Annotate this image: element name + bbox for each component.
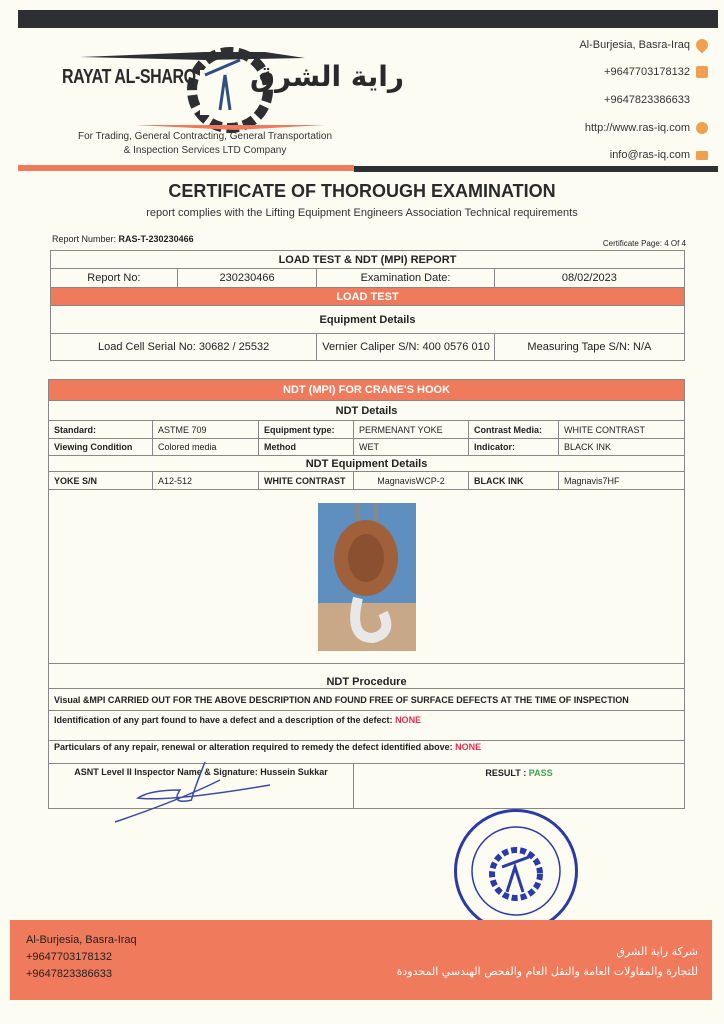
report-number-label: Report Number: — [52, 234, 117, 244]
cell-value: MagnavisWCP-2 — [354, 472, 469, 490]
cell-value: Magnavis7HF — [559, 472, 685, 490]
contact-address — [579, 39, 708, 51]
footer-address: Al-Burjesia, Basra-Iraq — [26, 934, 137, 946]
contact-text: Al-Burjesia, Basra-Iraq — [579, 39, 690, 51]
footer-contacts — [26, 932, 137, 983]
report-number-value: RAS-T-230230466 — [118, 234, 194, 244]
crane-hook-photo — [318, 503, 416, 651]
report-number — [52, 234, 194, 244]
exam-date-label: Examination Date: — [317, 269, 495, 288]
equipment-details-heading: Equipment Details — [51, 306, 685, 334]
cell-value: WHITE CONTRAST — [559, 421, 685, 439]
cell-label: WHITE CONTRAST — [259, 472, 354, 490]
globe-icon — [696, 122, 708, 134]
contact-website — [585, 122, 708, 134]
procedure-statement: Visual &MPI CARRIED OUT FOR THE ABOVE DESCRIPTION AND FOUND FREE OF SURFACE DEFECTS AT THE TIME OF INSPECTION — [49, 689, 685, 711]
cell-label: Indicator: — [469, 439, 559, 456]
cell-label: Standard: — [49, 421, 153, 439]
stamp-logo — [457, 812, 575, 930]
footer-arabic — [397, 942, 698, 982]
certificate-title: CERTIFICATE OF THOROUGH EXAMINATION — [168, 181, 556, 201]
report-no-value: 230230466 — [177, 269, 316, 288]
exam-date-value: 08/02/2023 — [494, 269, 684, 288]
top-bar — [18, 10, 718, 28]
ndt-procedure-heading: NDT Procedure — [49, 664, 685, 689]
footer-phone-2: +9647823386633 — [26, 968, 112, 980]
company-stamp — [454, 809, 578, 933]
location-pin-icon — [694, 37, 711, 54]
cell-value: ASTME 709 — [153, 421, 259, 439]
cell-value: PERMENANT YOKE — [354, 421, 469, 439]
signature-image — [110, 760, 280, 825]
inspector-signature: ASNT Level II Inspector Name & Signature: Hussein Sukkar — [49, 764, 354, 809]
load-cell-serial: Load Cell Serial No: 30682 / 25532 — [51, 334, 317, 361]
tagline-line-2: & Inspection Services LTD Company — [123, 145, 287, 156]
divider-dark — [354, 166, 718, 172]
company-tagline — [40, 130, 370, 158]
footer-arabic-description: للتجارة والمقاولات العامة والنقل العام والفحص الهندسي المحدودة — [396, 965, 698, 978]
report-header: LOAD TEST & NDT (MPI) REPORT — [51, 251, 685, 269]
contact-text: +9647823386633 — [604, 94, 690, 106]
certificate-page: Certificate Page: 4 Of 4 — [602, 239, 686, 248]
cell-value: Colored media — [153, 439, 259, 456]
footer-bar — [10, 920, 712, 1000]
cell-label: Viewing Condition — [49, 439, 153, 456]
load-test-banner: LOAD TEST — [51, 288, 685, 306]
load-test-table — [50, 250, 685, 361]
ndt-equipment-heading: NDT Equipment Details — [49, 456, 685, 472]
result-value: PASS — [528, 768, 553, 778]
contact-text: info@ras-iq.com — [609, 149, 690, 161]
cell-label: Equipment type: — [259, 421, 354, 439]
cell-label: YOKE S/N — [49, 472, 153, 490]
brand-name-ar: راية الشرق — [250, 60, 405, 93]
phone-icon — [696, 66, 708, 78]
measuring-tape-serial: Measuring Tape S/N: N/A — [494, 334, 684, 361]
result — [354, 764, 685, 809]
ndt-details-heading: NDT Details — [49, 401, 685, 421]
contact-text: +9647703178132 — [604, 66, 690, 78]
contact-email — [610, 149, 708, 161]
cell-value: BLACK INK — [559, 439, 685, 456]
cell-label: Contrast Media: — [469, 421, 559, 439]
repair-particulars-label: Particulars of any repair, renewal or alteration required to remedy the defect identified above: — [54, 742, 453, 752]
report-no-label: Report No: — [51, 269, 178, 288]
defect-identification — [49, 711, 685, 741]
ndt-banner: NDT (MPI) FOR CRANE'S HOOK — [49, 380, 685, 401]
photo-cell — [49, 490, 685, 664]
certificate-subtitle: report complies with the Lifting Equipment Engineers Association Technical requirements — [146, 207, 578, 219]
email-icon — [696, 151, 708, 160]
contact-phone-2 — [604, 94, 690, 106]
defect-identification-value: NONE — [395, 715, 422, 725]
cell-label: Method — [259, 439, 354, 456]
footer-phone-1: +9647703178132 — [26, 951, 112, 963]
contact-phone-1 — [604, 66, 708, 78]
vernier-caliper-serial: Vernier Caliper S/N: 400 0576 010 — [317, 334, 495, 361]
contact-text: http://www.ras-iq.com — [584, 122, 690, 134]
brand-name-en: RAYAT AL-SHARQ — [62, 66, 196, 88]
tagline-line-1: For Trading, General Contracting, General Transportation — [77, 131, 333, 142]
cell-value: A12-512 — [153, 472, 259, 490]
cell-value: WET — [354, 439, 469, 456]
repair-particulars-value: NONE — [455, 742, 482, 752]
defect-identification-label: Identification of any part found to have a defect and a description of the defect: — [54, 715, 393, 725]
divider-orange — [18, 165, 354, 171]
cell-label: BLACK INK — [469, 472, 559, 490]
ndt-table — [48, 379, 685, 809]
footer-arabic-name: شركة راية الشرق — [616, 945, 698, 958]
result-label: RESULT : — [485, 768, 527, 778]
